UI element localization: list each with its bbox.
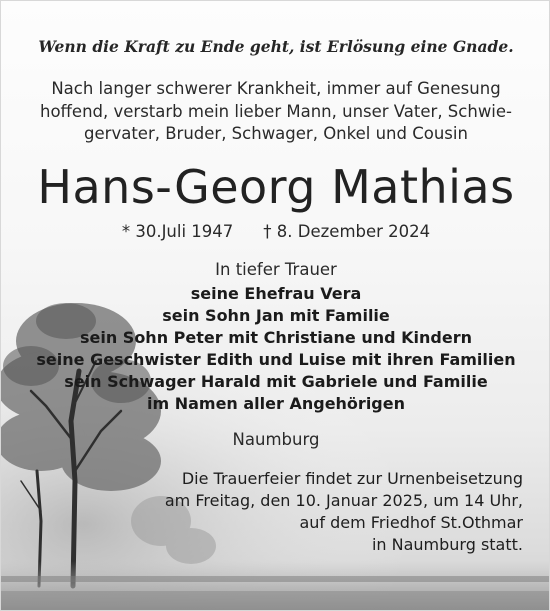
service-line-1: Die Trauerfeier findet zur Urnenbeisetzung [181,469,523,488]
service-line-4: in Naumburg statt. [371,535,523,554]
intro-line-1: Nach langer schwerer Krankheit, immer auf Genesung [51,79,501,98]
death-date: † 8. Dezember 2024 [263,222,431,241]
birth-date: * 30.Juli 1947 [121,222,234,241]
family-line-1: seine Ehefrau Vera [190,284,362,303]
motto: Wenn die Kraft zu Ende geht, ist Erlösung eine Gnade. [38,37,514,56]
intro-line-2: hoffend, verstarb mein lieber Mann, unser Vater, Schwie- [40,102,512,121]
life-dates [1,221,550,243]
notice-text [1,1,550,611]
service-line-2: am Freitag, den 10. Januar 2025, um 14 Uhr, [164,491,523,510]
intro-line-3: gervater, Bruder, Schwager, Onkel und Cousin [84,124,468,143]
place: Naumburg [232,430,320,449]
family-line-4: seine Geschwister Edith und Luise mit ihren Familien [36,350,516,369]
family-line-2: sein Sohn Jan mit Familie [162,306,390,325]
deceased-name: Hans-Georg Mathias [37,160,515,214]
mourning-intro: In tiefer Trauer [215,260,337,279]
family-line-6: im Namen aller Angehörigen [146,394,405,413]
family-line-3: sein Sohn Peter mit Christiane und Kindern [79,328,473,347]
family-line-5: sein Schwager Harald mit Gabriele und Familie [64,372,488,391]
service-line-3: auf dem Friedhof St.Othmar [299,513,523,532]
